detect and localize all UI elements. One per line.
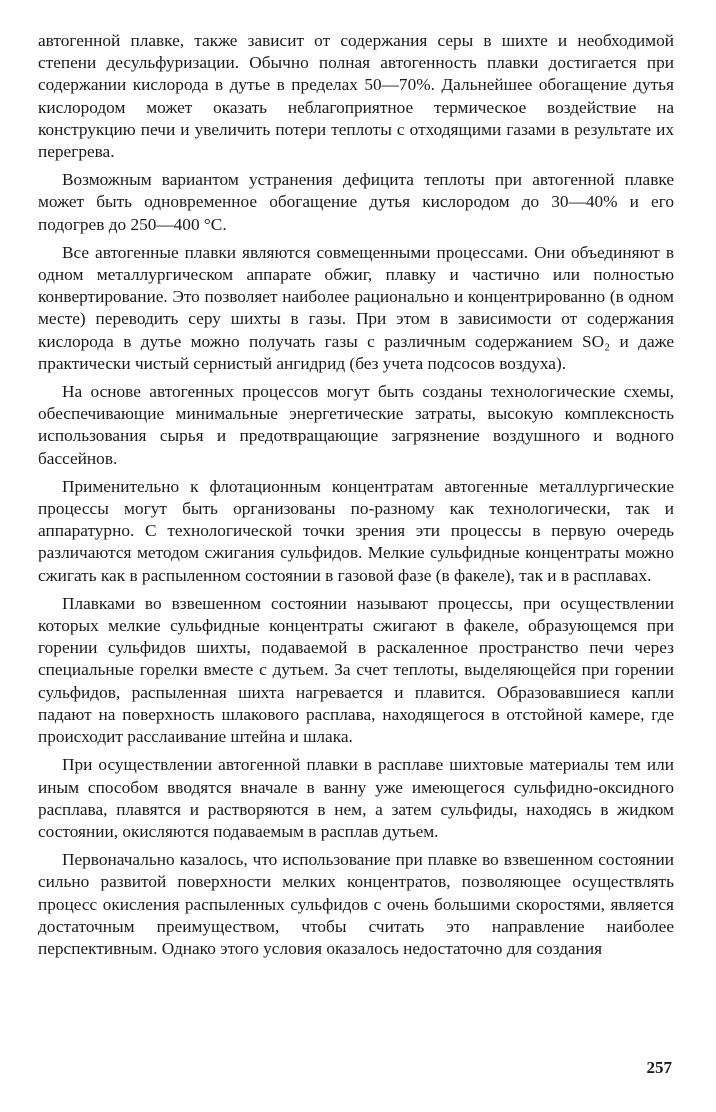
paragraph: Применительно к флотационным концентратам автогенные металлургические процессы могут быть организованы по-разному как технологически, так и аппаратурно. С технологической точки зрения эти процессы в первую очередь различаются методом сжигания сульфидов. Мелкие сульфидные концентраты можно сжигать как в распыленном состоянии в газовой фазе (в факеле), так и в расплавах.	[38, 476, 674, 585]
paragraph: При осуществлении автогенной плавки в расплаве шихтовые материалы тем или иным способом вводятся вначале в ванну уже имеющегося сульфидно-оксидного расплава, плавятся и растворяются в нем, а затем сульфиды, находясь в жидком состоянии, окисляются подаваемым в расплав дутьем.	[38, 755, 674, 841]
paragraph: Возможным вариантом устранения дефицита теплоты при автогенной плавке может быть одновременное обогащение дутья кислородом до 30—40% и его подогрев до 250—400 °C.	[38, 170, 674, 234]
paragraph: На основе автогенных процессов могут быть созданы технологические схемы, обеспечивающие минимальные энергетические затраты, высокую комплексность использования сырья и предотвращающие загрязнение воздушного и водного бассейнов.	[38, 382, 674, 468]
paragraph: автогенной плавке, также зависит от содержания серы в шихте и необходимой степени десульфуризации. Обычно полная автогенность плавки достигается при содержании кислорода в дутье в пределах 50—70%. Дальнейшее обогащение дутья кислородом может оказать неблагоприятное термическое воздействие на конструкцию печи и увеличить потери теплоты с отходящими газами в результате их перегрева.	[38, 31, 674, 162]
paragraph: Плавками во взвешенном состоянии называют процессы, при осуществлении которых мелкие сульфидные концентраты сжигают в факеле, образующемся при горении сульфидов шихты, подаваемой в раскаленное пространство печи через специальные горелки вместе с дутьем. За счет теплоты, выделяющейся при горении сульфидов, распыленная шихта нагревается и плавится. Образовавшиеся капли падают на поверхность шлакового расплава, находящегося в отстойной камере, где происходит расслаивание штейна и шлака.	[38, 593, 674, 747]
page-number: 257	[646, 1058, 672, 1077]
paragraph: Все автогенные плавки являются совмещенными процессами. Они объединяют в одном металлургическом аппарате обжиг, плавку и частично или полностью конвертирование. Это позволяет наиболее рационально и концентрированно (в одном месте) переводить серу шихты в газы. При этом в зависимости от содержания кислорода в дутье можно получать газы с различным содержанием SO₂ и даже практически чистый сернистый ангидрид (без учета подсосов воздуха).	[38, 242, 674, 373]
paragraph: Первоначально казалось, что использование при плавке во взвешенном состоянии сильно развитой поверхности мелких концентратов, позволяющее осуществлять процесс окисления распыленных сульфидов с очень большими скоростями, является достаточным преимуществом, чтобы считать это направление наиболее перспективным. Однако этого условия оказалось недостаточно для создания	[38, 850, 674, 958]
page-body	[38, 30, 674, 966]
